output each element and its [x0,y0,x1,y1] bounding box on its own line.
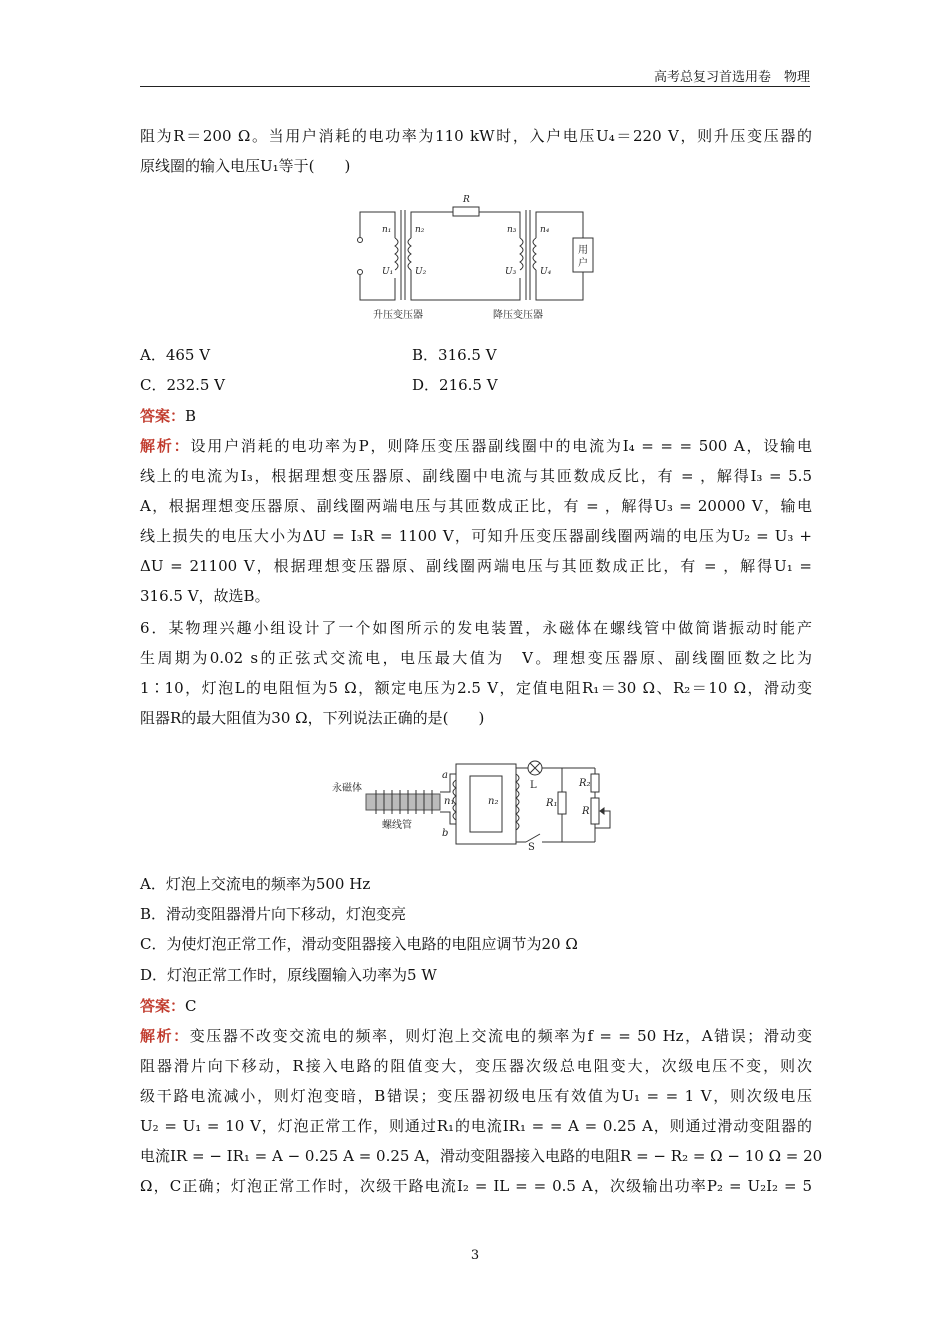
q5-answer [140,405,812,427]
q5-explanation-line-1 [140,435,812,457]
label-n2: n₂ [415,225,425,235]
q5-explanation-line-5: ΔU = 21100 V，根据理想变压器原、副线圈两端电压与其匝数成正比，有 = ，解得U₁ = [140,557,812,575]
q5-option-d: D．216.5 V [412,376,498,394]
label-magnet: 永磁体 [332,783,362,794]
q6-option-d: D．灯泡正常工作时，原线圈输入功率为5 W [140,966,437,984]
q6-explanation-line-6: Ω，C正确；灯泡正常工作时，次级干路电流I₂ = IL = = 0.5 A，次级输出功率P₂ = U₂I₂ = 5 [140,1177,812,1195]
answer-value: B [185,407,197,425]
q5-option-a: A．465 V [140,346,211,364]
label-step-up: 升压变压器 [373,310,423,321]
q6-generator-diagram [330,752,620,852]
q5-option-b: B．316.5 V [412,346,497,364]
q6-stem-line-1: 6．某物理兴趣小组设计了一个如图所示的发电装置，永磁体在螺线管中做简谐振动时能产 [140,619,812,637]
q6-option-c: C．为使灯泡正常工作，滑动变阻器接入电路的电阻应调节为20 Ω [140,935,578,953]
label-user-1: 用 [578,245,588,256]
q6-explanation-line-4: U₂ = U₁ = 10 V，灯泡正常工作，则通过R₁的电流IR₁ = = A = 0.25 A，则通过滑动变阻器的 [140,1117,812,1135]
q6-stem-line-2: 生周期为0.02 s的正弦式交流电，电压最大值为 V。理想变压器原、副线圈匝数之比为 [140,649,812,667]
label-U3: U₃ [505,267,517,277]
q6-explanation-line-1 [140,1025,812,1047]
label-R1: R₁ [546,798,558,809]
label-a: a [442,770,448,781]
q6-option-b: B．滑动变阻器滑片向下移动，灯泡变亮 [140,905,407,923]
q5-stem-line-2: 原线圈的输入电压U₁等于( ) [140,157,351,175]
label-step-down: 降压变压器 [493,310,543,321]
label-n3: n₃ [507,225,517,235]
explanation-label: 解析： [140,437,191,455]
label-b: b [442,828,449,839]
label-R2: R₂ [579,778,591,789]
explanation-text: 设用户消耗的电功率为P，则降压变压器副线圈中的电流为I₄ = = = 500 A，设输电 [190,437,812,455]
label-solenoid: 螺线管 [382,820,412,831]
label-n2: n₂ [488,796,499,807]
q5-explanation-line-4: 线上损失的电压大小为ΔU = I₃R = 1100 V，可知升压变压器副线圈两端的电压为U₂ = U₃ + [140,527,812,545]
q6-stem-line-3: 1∶10，灯泡L的电阻恒为5 Ω，额定电压为2.5 V，定值电阻R₁＝30 Ω、R₂＝10 Ω，滑动变 [140,679,812,697]
label-n4: n₄ [540,225,550,235]
label-R: R [463,195,470,205]
answer-value: C [185,997,197,1015]
q5-transformer-diagram [345,190,605,325]
label-R: R [582,806,590,817]
answer-label: 答案： [140,997,186,1015]
q5-option-c: C．232.5 V [140,376,226,394]
label-U1: U₁ [382,267,394,277]
label-U4: U₄ [540,267,552,277]
label-S: S [528,842,535,852]
q6-explanation-line-3: 级干路电流减小，则灯泡变暗，B错误；变压器初级电压有效值为U₁ = = 1 V，则次级电压 [140,1087,812,1105]
q5-explanation-line-3: A，根据理想变压器原、副线圈两端电压与其匝数成正比，有 = ，解得U₃ = 20000 V，输电 [140,497,812,515]
label-U2: U₂ [415,267,427,277]
label-user-2: 户 [578,258,588,269]
explanation-label: 解析： [140,1027,190,1045]
label-n1: n₁ [382,225,392,235]
page-header: 高考总复习首选用卷 物理 [140,66,810,87]
q6-explanation-line-2: 阻器滑片向下移动，R接入电路的阻值变大，变压器次级总电阻变大，次级电压不变，则次 [140,1057,812,1075]
explanation-text: 变压器不改变交流电的频率，则灯泡上交流电的频率为f = = 50 Hz，A错误；滑动变 [189,1027,812,1045]
q6-explanation-line-5: 电流IR = − IR₁ = A − 0.25 A = 0.25 A，滑动变阻器接入电路的电阻R = − R₂ = Ω − 10 Ω = 20 [140,1147,823,1165]
label-L: L [530,780,537,791]
q6-stem-line-4: 阻器R的最大阻值为30 Ω，下列说法正确的是( ) [140,709,485,727]
page-number: 3 [470,1248,480,1263]
q5-explanation-line-6: 316.5 V，故选B。 [140,587,270,605]
q6-answer [140,995,812,1017]
answer-label: 答案： [140,407,186,425]
q5-explanation-line-2: 线上的电流为I₃，根据理想变压器原、副线圈中电流与其匝数成反比，有 = ，解得I₃ = 5.5 [140,467,812,485]
q6-option-a: A．灯泡上交流电的频率为500 Hz [140,875,371,893]
label-n1: n₁ [444,796,455,807]
q5-stem-line-1: 阻为R＝200 Ω。当用户消耗的电功率为110 kW时，入户电压U₄＝220 V，则升压变压器的 [140,127,812,145]
